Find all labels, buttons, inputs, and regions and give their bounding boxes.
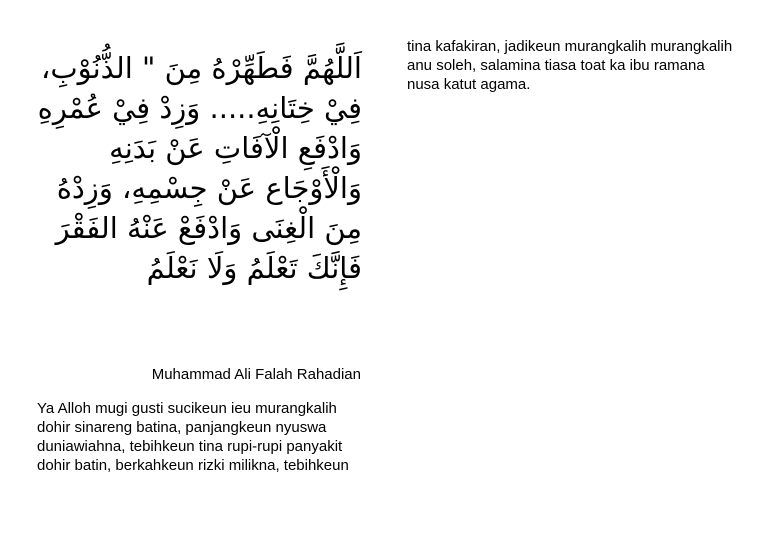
author-name: Muhammad Ali Falah Rahadian (151, 366, 361, 383)
translation-column-right: tina kafakiran, jadikeun murangkalih murangkalih anu soleh, salamina tiasa toat ka ibu ramana nusa katut agama. (407, 38, 733, 93)
translation-column-left: Ya Alloh mugi gusti sucikeun ieu murangkalih dohir sinareng batina, panjangkeun nyuswa duniawiahna, tebihkeun tina rupi-rupi panyakit dohir batin, berkahkeun rizki milikna, tebihkeun (37, 400, 349, 474)
arabic-prayer-text: اَللَّهُمَّ فَطَهِّرْهُ مِنَ " الذُّنُوْبِ، فِيْ خِتَانِهِ..... وَزِدْ فِيْ عُمْرِهِ وَادْفَعِ الْآفَاتِ عَنْ بَدَنِهِ وَالْأَوْجَاع عَنْ جِسْمِهِ، وَزِدْهُ مِنَ الْغِنَى وَادْفَعْ عَنْهُ الفَقْرَ فَإِنَّكَ تَعْلَمُ وَلَا نَعْلَمُ (37, 51, 362, 285)
